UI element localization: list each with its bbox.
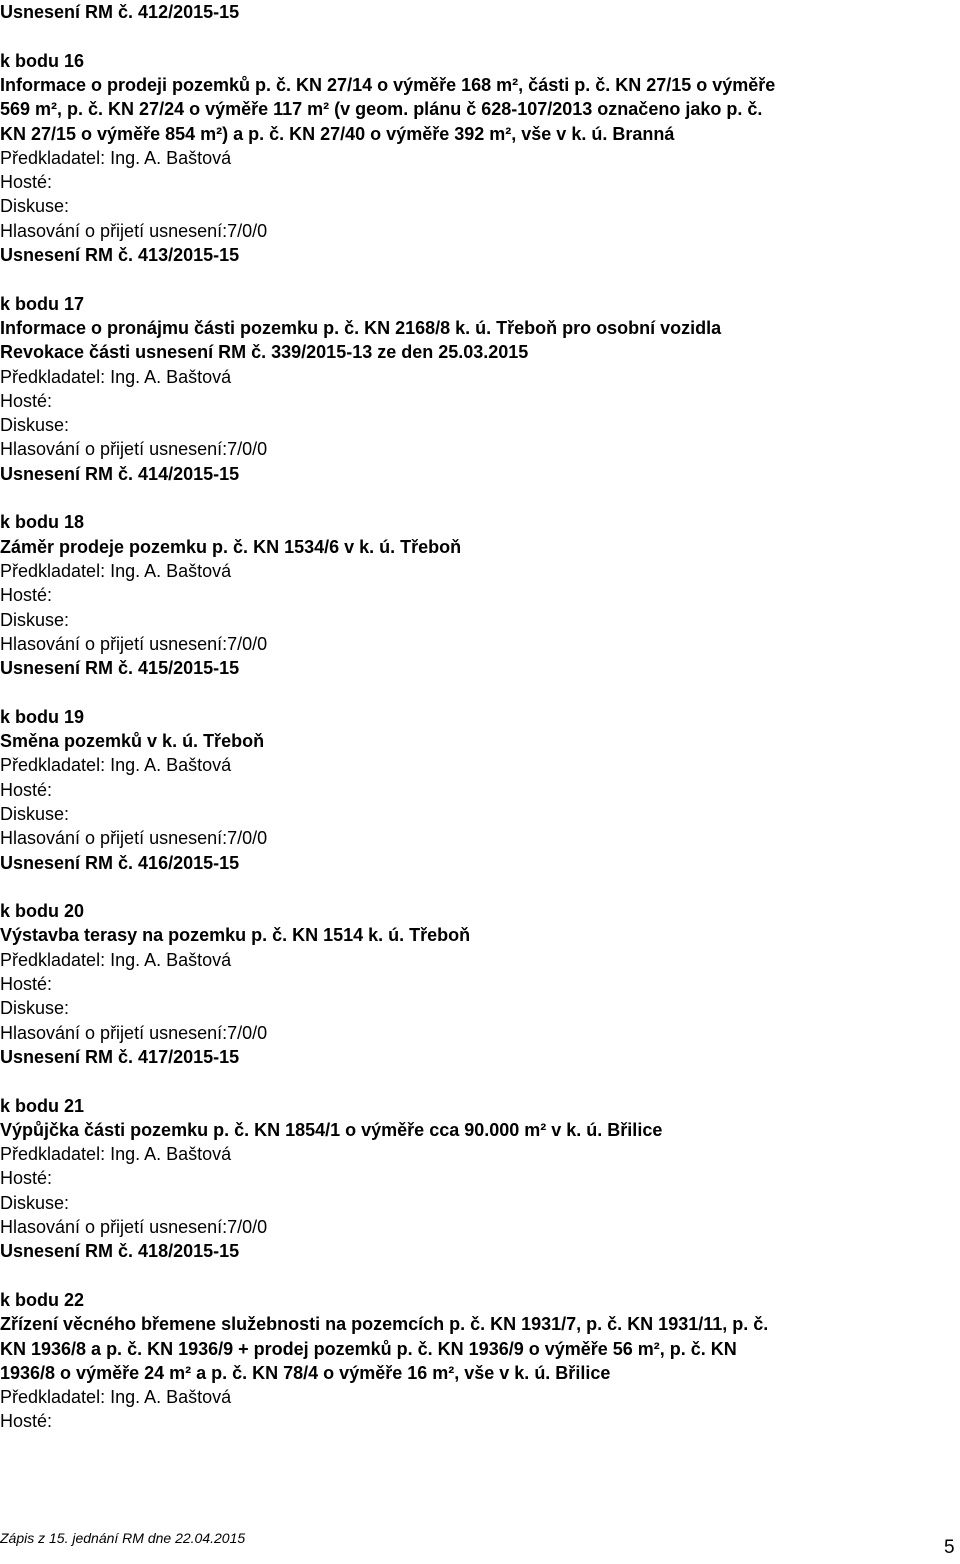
guests-line: Hosté: (0, 390, 53, 411)
voting-line: Hlasování o přijetí usnesení:7/0/0 (0, 1022, 268, 1043)
resolution-number: Usnesení RM č. 418/2015-15 (0, 1241, 240, 1262)
resolution-number: Usnesení RM č. 415/2015-15 (0, 658, 240, 679)
presenter-line: Předkladatel: Ing. A. Baštová (0, 560, 232, 581)
presenter-line: Předkladatel: Ing. A. Baštová (0, 1387, 232, 1408)
resolution-number: Usnesení RM č. 416/2015-15 (0, 852, 240, 873)
discussion-line: Diskuse: (0, 196, 70, 217)
resolution-number: Usnesení RM č. 412/2015-15 (0, 2, 240, 22)
page-number: 5 (944, 1537, 955, 1558)
agenda-item-title: Záměr prodeje pozemku p. č. KN 1534/6 v k. ú. Třeboň (0, 536, 462, 557)
guests-line: Hosté: (0, 779, 53, 800)
voting-line: Hlasování o přijetí usnesení:7/0/0 (0, 220, 268, 241)
agenda-item-title: 1936/8 o výměře 24 m² a p. č. KN 78/4 o výměře 16 m², vše v k. ú. Břilice (0, 1362, 611, 1383)
voting-line: Hlasování o přijetí usnesení:7/0/0 (0, 439, 268, 460)
discussion-line: Diskuse: (0, 415, 70, 436)
agenda-item-heading: k bodu 19 (0, 706, 85, 727)
agenda-item-heading: k bodu 18 (0, 512, 85, 533)
guests-line: Hosté: (0, 974, 53, 994)
guests-line: Hosté: (0, 585, 53, 606)
presenter-line: Předkladatel: Ing. A. Baštová (0, 755, 232, 776)
resolution-number: Usnesení RM č. 413/2015-15 (0, 245, 240, 265)
discussion-line: Diskuse: (0, 609, 70, 630)
presenter-line: Předkladatel: Ing. A. Baštová (0, 147, 232, 168)
resolution-number: Usnesení RM č. 417/2015-15 (0, 1046, 240, 1067)
voting-line: Hlasování o přijetí usnesení:7/0/0 (0, 828, 268, 849)
voting-line: Hlasování o přijetí usnesení:7/0/0 (0, 633, 268, 654)
presenter-line: Předkladatel: Ing. A. Baštová (0, 366, 232, 387)
page-footer: Zápis z 15. jednání RM dne 22.04.2015 (0, 1530, 246, 1546)
guests-line: Hosté: (0, 172, 53, 193)
agenda-item-heading: k bodu 20 (0, 901, 85, 922)
agenda-item-heading: k bodu 21 (0, 1095, 85, 1116)
guests-line: Hosté: (0, 1168, 53, 1189)
guests-line: Hosté: (0, 1411, 53, 1432)
agenda-item-heading: k bodu 22 (0, 1289, 85, 1310)
agenda-item-title: Zřízení věcného břemene služebnosti na pozemcích p. č. KN 1931/7, p. č. KN 1931/11, p. č. (0, 1314, 769, 1335)
agenda-item-heading: k bodu 17 (0, 293, 85, 314)
presenter-line: Předkladatel: Ing. A. Baštová (0, 949, 232, 970)
discussion-line: Diskuse: (0, 1192, 70, 1213)
agenda-item-title: Revokace části usnesení RM č. 339/2015-13 ze den 25.03.2015 (0, 342, 529, 363)
agenda-item-title: Informace o prodeji pozemků p. č. KN 27/14 o výměře 168 m², části p. č. KN 27/15 o výměře (0, 74, 776, 95)
discussion-line: Diskuse: (0, 803, 70, 824)
agenda-item-title: KN 27/15 o výměře 854 m²) a p. č. KN 27/40 o výměře 392 m², vše v k. ú. Branná (0, 123, 675, 144)
agenda-item-title: Výstavba terasy na pozemku p. č. KN 1514 k. ú. Třeboň (0, 925, 471, 946)
voting-line: Hlasování o přijetí usnesení:7/0/0 (0, 1217, 268, 1237)
agenda-item-title: Výpůjčka části pozemku p. č. KN 1854/1 o výměře cca 90.000 m² v k. ú. Břilice (0, 1119, 663, 1140)
agenda-item-heading: k bodu 16 (0, 50, 85, 71)
agenda-item-title: Informace o pronájmu části pozemku p. č. KN 2168/8 k. ú. Třeboň pro osobní vozidla (0, 317, 722, 338)
presenter-line: Předkladatel: Ing. A. Baštová (0, 1144, 232, 1165)
agenda-item-title: KN 1936/8 a p. č. KN 1936/9 + prodej pozemků p. č. KN 1936/9 o výměře 56 m², p. č. KN (0, 1338, 737, 1359)
agenda-item-title: Směna pozemků v k. ú. Třeboň (0, 731, 265, 751)
discussion-line: Diskuse: (0, 998, 70, 1019)
agenda-item-title: 569 m², p. č. KN 27/24 o výměře 117 m² (v geom. plánu č 628-107/2013 označeno jako p. č. (0, 99, 763, 120)
resolution-number: Usnesení RM č. 414/2015-15 (0, 463, 240, 484)
